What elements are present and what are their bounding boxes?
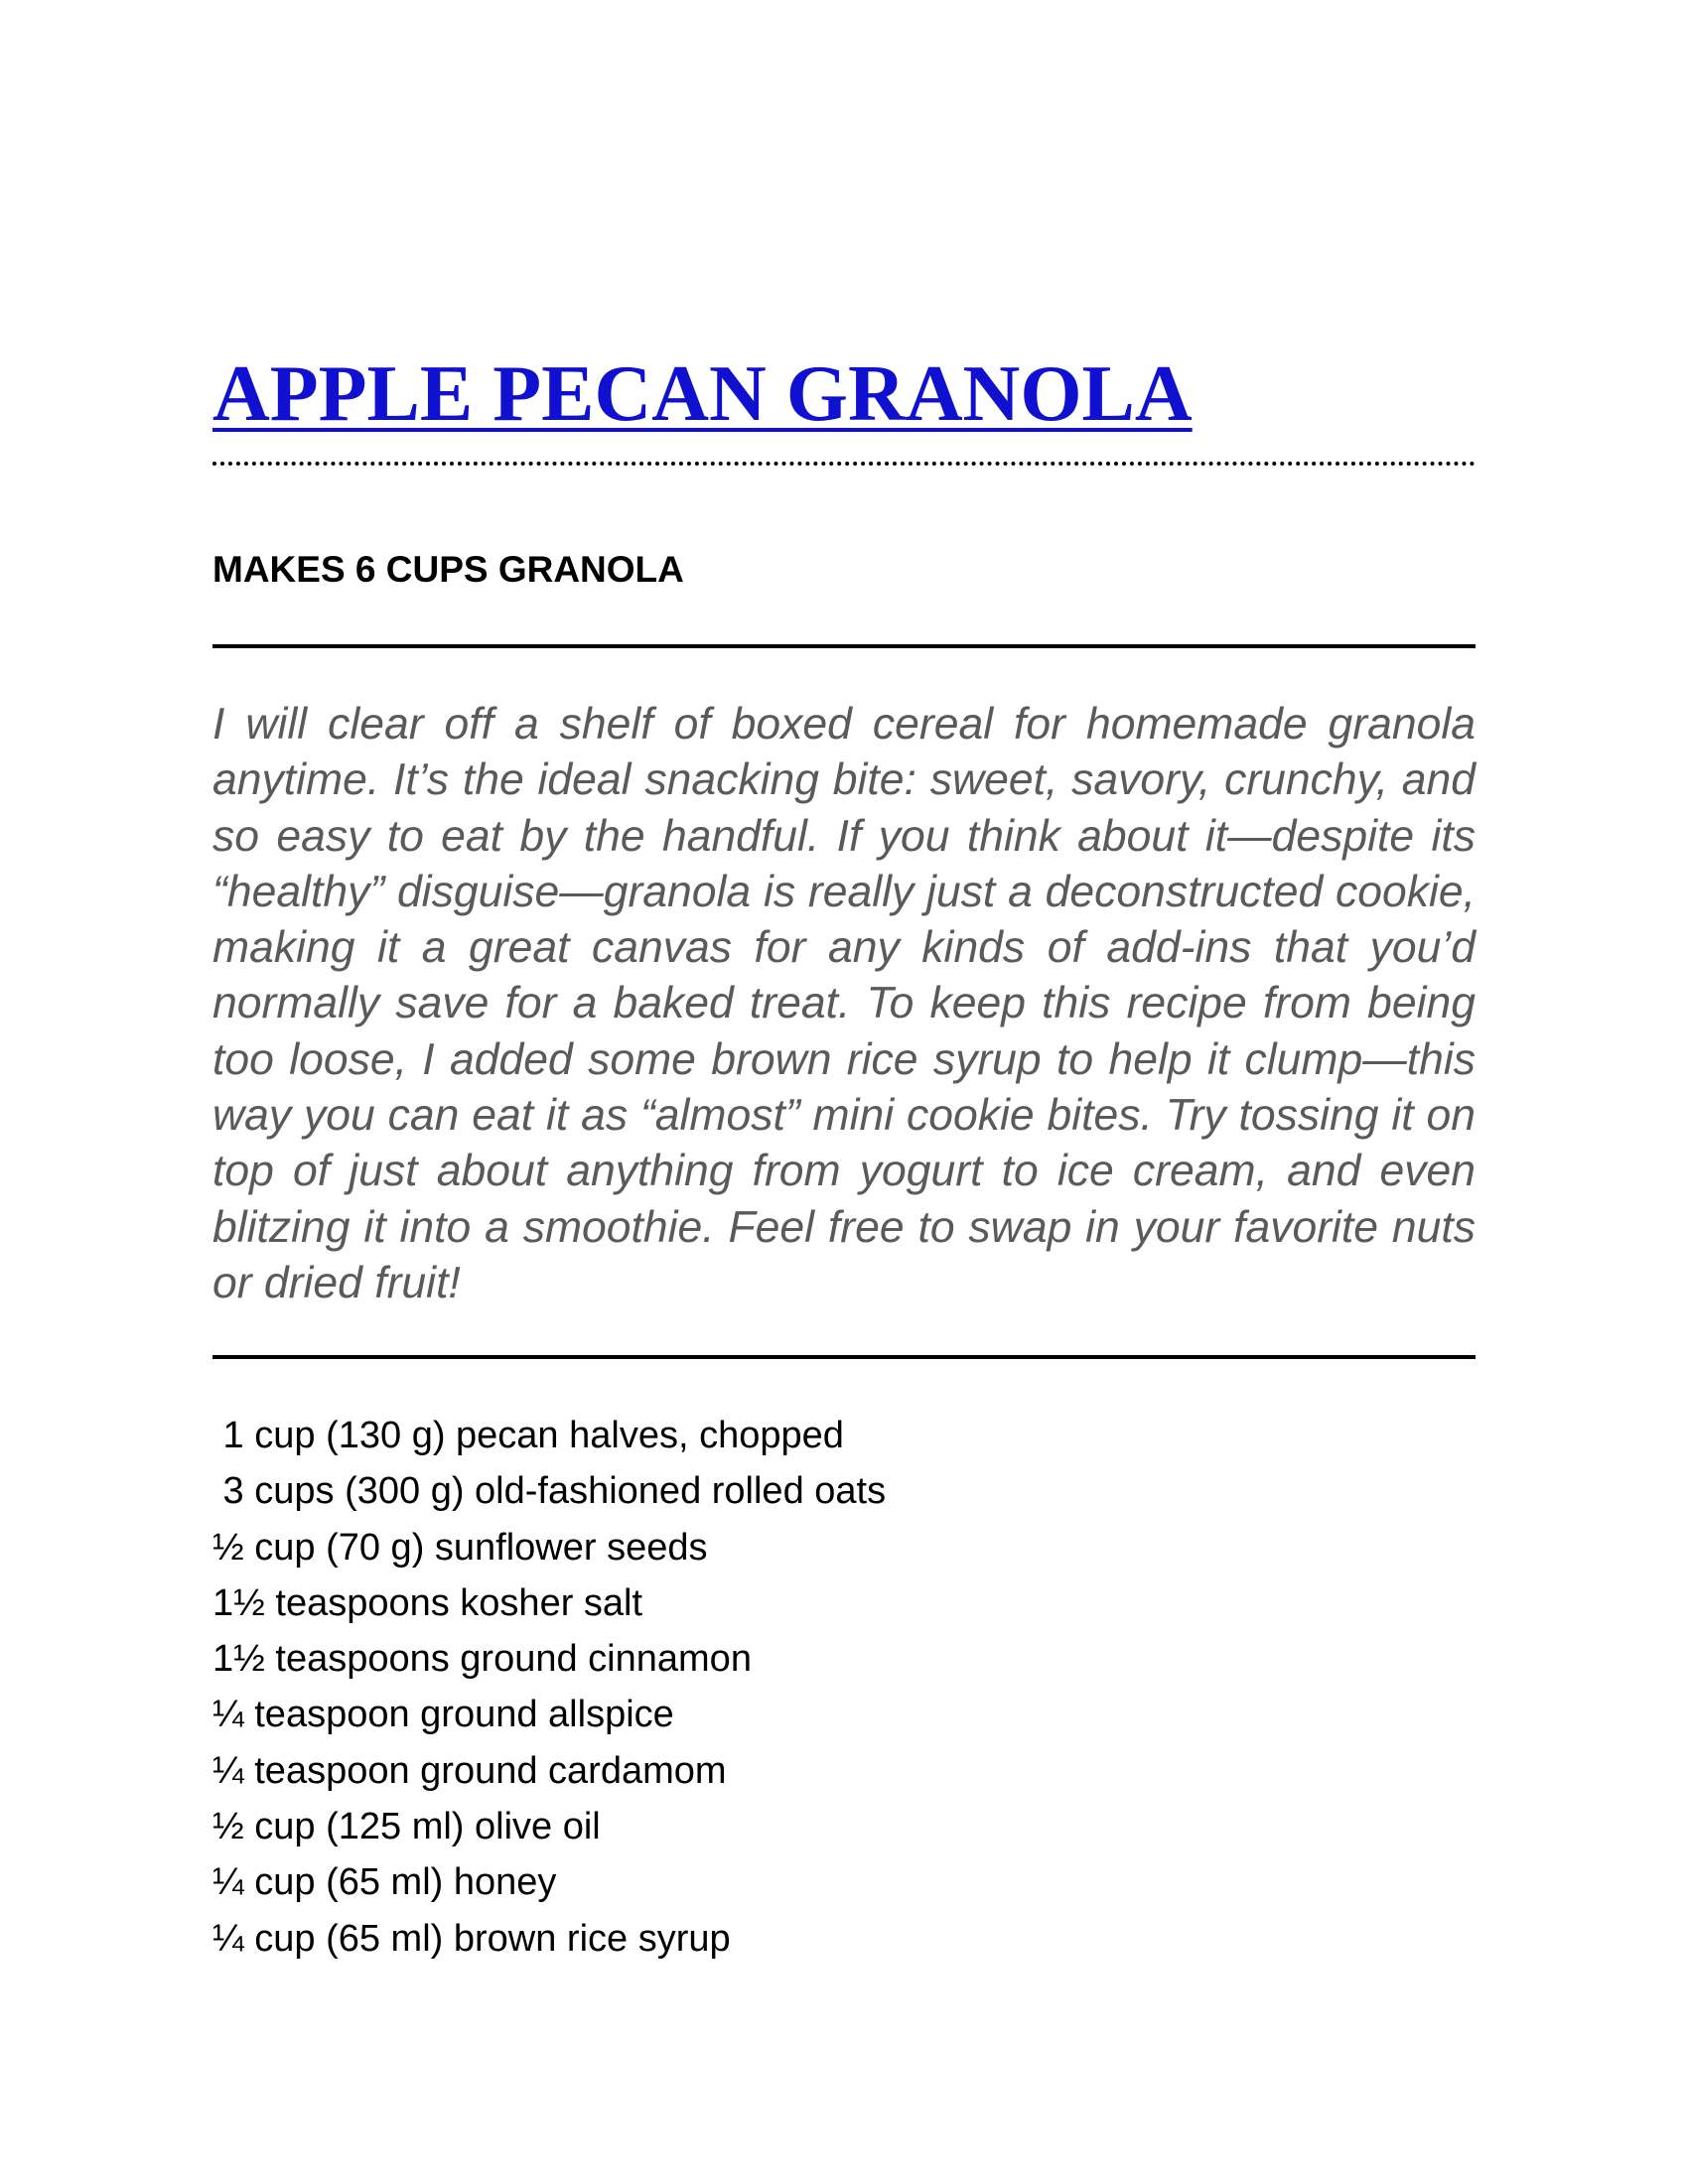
divider-bottom <box>212 1355 1476 1359</box>
recipe-yield: MAKES 6 CUPS GRANOLA <box>212 549 684 590</box>
recipe-intro: I will clear off a shelf of boxed cereal for homemade granola anytime. It’s the ideal snacking bite: sweet, savory, crunchy, and so easy to eat by the handful. If you think about it—despite its “healthy” disguise—granola is really just a deconstructed cookie, making it a great canvas for any kinds of add-ins that you’d normally save for a baked treat. To keep this recipe from being too loose, I added some brown rice syrup to help it clump—this way you can eat it as “almost” mini cookie bites. Try tossing it on top of just about anything from yogurt to ice cream, and even blitzing it into a smoothie. Feel free to swap in your favorite nuts or dried fruit! <box>212 700 1476 1307</box>
recipe-page <box>212 0 1476 2184</box>
ingredient-item: ½ cup (70 g) sunflower seeds <box>212 1526 708 1569</box>
ingredient-item: 3 cups (300 g) old-fashioned rolled oats <box>212 1470 887 1513</box>
ingredient-item: ¼ cup (65 ml) brown rice syrup <box>212 1917 731 1960</box>
ingredient-item: ¼ cup (65 ml) honey <box>212 1861 557 1904</box>
ingredient-item: 1½ teaspoons ground cinnamon <box>212 1638 752 1681</box>
ingredient-list <box>212 1408 886 1967</box>
ingredient-item: 1 cup (130 g) pecan halves, chopped <box>212 1415 844 1456</box>
ingredient-item: ½ cup (125 ml) olive oil <box>212 1806 601 1848</box>
ingredient-item: ¼ teaspoon ground cardamom <box>212 1749 727 1792</box>
recipe-title-link[interactable]: APPLE PECAN GRANOLA <box>212 350 1193 438</box>
ingredient-item: ¼ teaspoon ground allspice <box>212 1694 674 1736</box>
dotted-divider <box>212 462 1476 466</box>
ingredient-item: 1½ teaspoons kosher salt <box>212 1581 643 1624</box>
divider-top <box>212 644 1476 648</box>
